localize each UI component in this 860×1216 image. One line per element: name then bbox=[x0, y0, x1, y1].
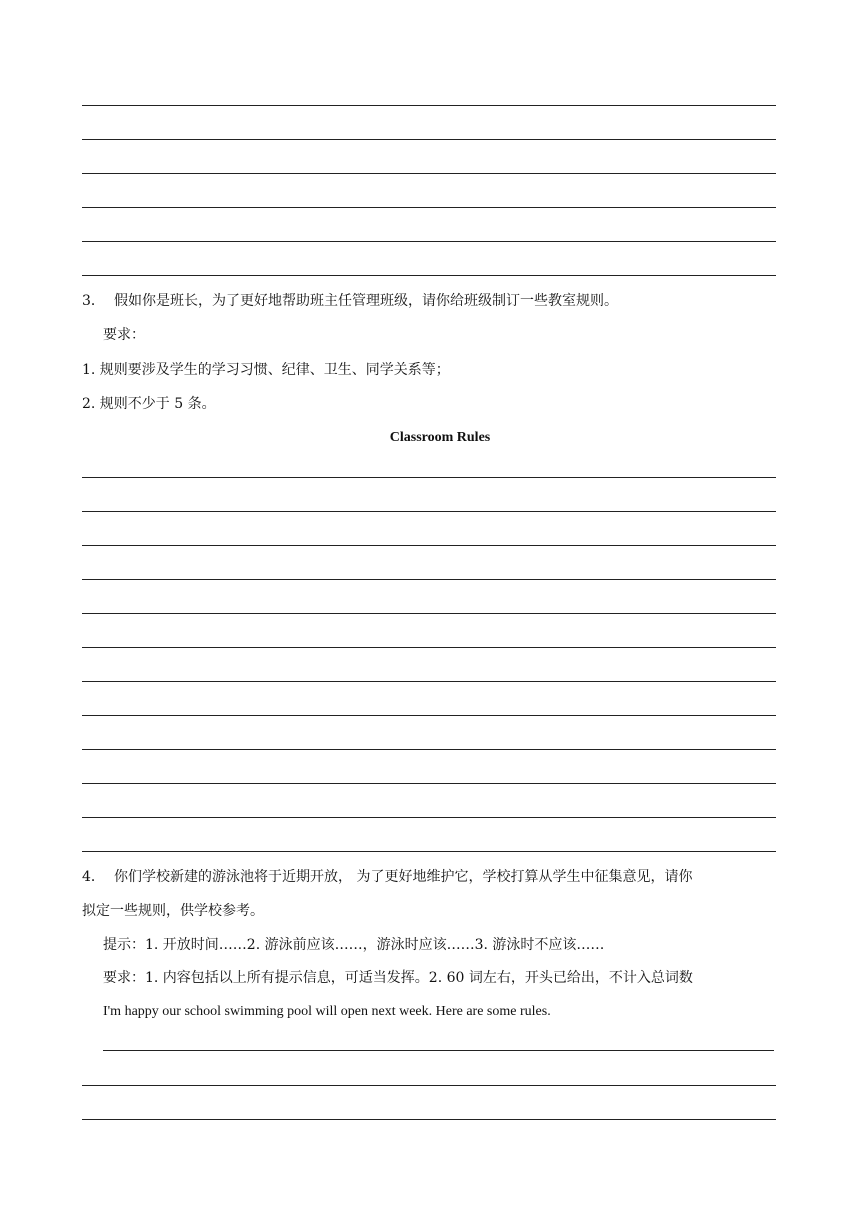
answer-line bbox=[82, 1085, 776, 1086]
answer-line bbox=[82, 477, 776, 478]
q4-hint: 提示：1. 开放时间……2. 游泳前应该……，游泳时应该……3. 游泳时不应该…… bbox=[103, 937, 605, 953]
q4-requirements: 要求：1. 内容包括以上所有提示信息，可适当发挥。2. 60 词左右，开头已给出，不计入总词数 bbox=[103, 970, 693, 986]
q3-requirement-2: 2. 规则不少于 5 条。 bbox=[82, 396, 216, 412]
answer-line bbox=[82, 681, 776, 682]
answer-line bbox=[82, 545, 776, 546]
answer-line bbox=[82, 647, 776, 648]
q3-title: Classroom Rules bbox=[389, 430, 491, 445]
answer-line bbox=[82, 817, 776, 818]
answer-line bbox=[82, 275, 776, 276]
answer-line bbox=[82, 241, 776, 242]
answer-line bbox=[82, 749, 776, 750]
answer-line bbox=[82, 1119, 776, 1120]
q4-prompt-line-2: 拟定一些规则，供学校参考。 bbox=[82, 903, 264, 919]
q3-requirements-label: 要求： bbox=[103, 327, 145, 343]
answer-line bbox=[82, 173, 776, 174]
answer-line bbox=[82, 511, 776, 512]
answer-line bbox=[82, 139, 776, 140]
answer-line bbox=[82, 613, 776, 614]
answer-line bbox=[82, 105, 776, 106]
answer-line bbox=[103, 1050, 774, 1051]
answer-line bbox=[82, 715, 776, 716]
q3-number: 3． bbox=[82, 293, 105, 309]
answer-line bbox=[82, 851, 776, 852]
answer-line bbox=[82, 783, 776, 784]
q3-requirement-1: 1. 规则要涉及学生的学习习惯、纪律、卫生、同学关系等； bbox=[82, 362, 450, 378]
answer-line bbox=[82, 579, 776, 580]
answer-line bbox=[82, 207, 776, 208]
q4-number: 4． bbox=[82, 869, 105, 885]
q4-prompt-line-1: 你们学校新建的游泳池将于近期开放， 为了更好地维护它，学校打算从学生中征集意见，请你 bbox=[114, 869, 693, 885]
q4-opening-sentence: I'm happy our school swimming pool will open next week. Here are some rules. bbox=[103, 1004, 551, 1019]
q3-prompt: 假如你是班长，为了更好地帮助班主任管理班级，请你给班级制订一些教室规则。 bbox=[114, 293, 618, 309]
